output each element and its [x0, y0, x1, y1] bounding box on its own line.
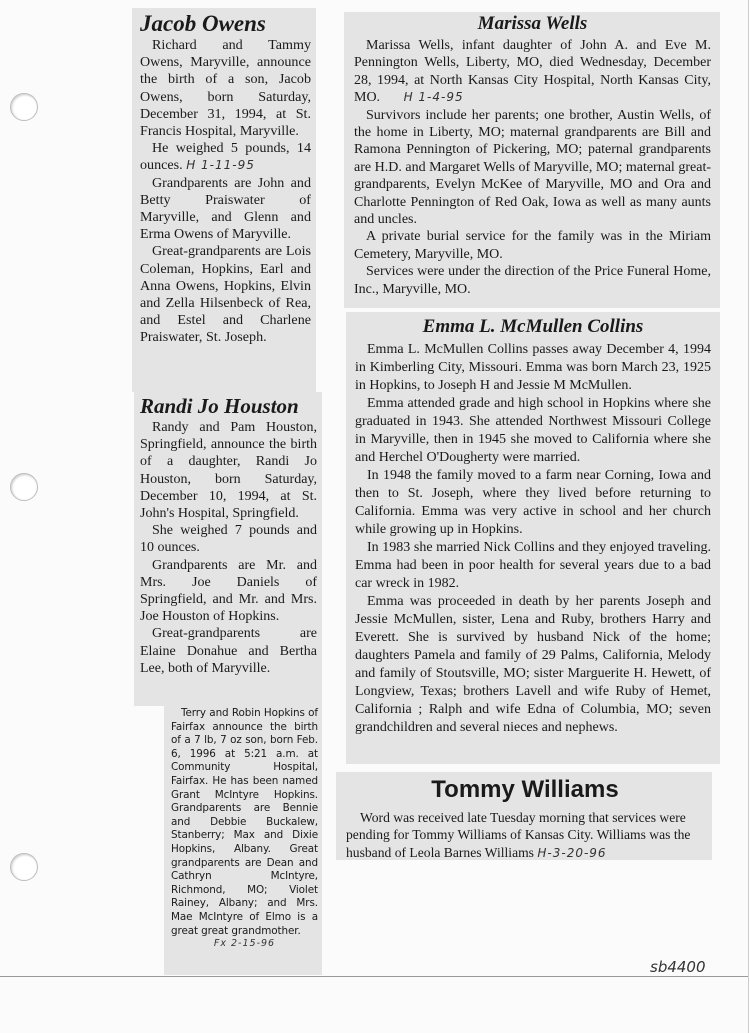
paragraph: Emma L. McMullen Collins passes away December 4, 1994 in Kimberling City, Missouri. Emma was born March 23, 1925 in Hopkins, to Joseph H and Jessie M McMullen. [355, 342, 711, 393]
paragraph: Great-grandparents are Lois Coleman, Hopkins, Earl and Anna Owens, Hopkins, Elvin and Zella Hilsenbeck of Rea, and Estel and Charlene Praiswater, St. Joseph. [140, 243, 311, 346]
handwritten-date-note: H 1-11-95 [186, 158, 255, 173]
handwritten-date-note: H 1-4-95 [403, 90, 464, 105]
paragraph: A private burial service for the family was in the Miriam Cemetery, Maryville, MO. [354, 229, 711, 262]
page-reference-number: sb4400 [650, 958, 706, 976]
clipping-marissa-wells [344, 12, 720, 308]
clipping-randi-jo-houston [134, 392, 322, 706]
paragraph: Randy and Pam Houston, Springfield, announce the birth of a daughter, Randi Jo Houston, born Saturday, December 10, 1994, at St. John's Hospital, Springfield. [140, 420, 317, 522]
paragraph: He weighed 5 pounds, 14 ounces. H 1-11-95 [140, 140, 311, 174]
paragraph: Marissa Wells, infant daughter of John A. and Eve M. Pennington Wells, Liberty, MO, died Wednesday, December 28, 1994, at North Kansas City Hospital, North Kansas City, MO. H 1-4-95 [354, 38, 711, 106]
clipping-tommy-williams [336, 772, 712, 860]
binder-hole-bottom [10, 853, 38, 881]
paragraph: In 1948 the family moved to a farm near Corning, Iowa and then to St. Joseph, where they lived before returning to California. Emma was very active in school and her church while growing up in Hopkins. [355, 468, 711, 537]
handwritten-date-note: H-3-20-96 [537, 845, 607, 860]
paragraph: Emma was proceeded in death by her parents Joseph and Jessie McMullen, sister, Lena and Ruby, brothers Harry and Everett. She is survived by husband Nick of the home; daughters Pamela and family of 29 Palms, California, Melody and family of Stoutsville, MO; sister Marguerite H. Hewett, of Longview, Texas; brothers Lavell and wife Ruby of Hemet, California ; Ralph and wife Edna of Columbia, MO; seven grandchildren and several nieces and nephews. [355, 594, 711, 735]
paragraph: In 1983 she married Nick Collins and they enjoyed traveling. Emma had been in poor health for several years due to a bad car wreck in 1982. [355, 540, 711, 591]
clipping-jacob-owens [132, 8, 316, 392]
clipping-emma-collins [346, 312, 720, 764]
paragraph: Richard and Tammy Owens, Maryville, announce the birth of a son, Jacob Owens, born Saturday, December 31, 1994, at St. Francis Hospital, Maryville. [140, 37, 311, 140]
paragraph: Grandparents are John and Betty Praiswater of Maryville, and Glenn and Erma Owens of Maryville. [140, 174, 311, 243]
clipping-title: Randi Jo Houston [140, 394, 299, 418]
binder-hole-top [10, 93, 38, 121]
clipping-title: Marissa Wells [477, 13, 588, 34]
paragraph: Services were under the direction of the Price Funeral Home, Inc., Maryville, MO. [354, 264, 711, 297]
paragraph: Great-grandparents are Elaine Donahue and Bertha Lee, both of Maryville. [140, 626, 317, 676]
page-bottom-edge [0, 976, 748, 977]
clipping-grant-hopkins [164, 706, 322, 975]
paragraph: She weighed 7 pounds and 10 ounces. [140, 523, 317, 556]
binder-hole-middle [10, 473, 38, 501]
paragraph: Grandparents are Mr. and Mrs. Joe Daniels of Springfield, and Mr. and Mrs. Joe Houston of Hopkins. [140, 557, 317, 625]
clipping-title: Emma L. McMullen Collins [422, 316, 644, 337]
paragraph: Emma attended grade and high school in Hopkins where she graduated in 1943. She attended Northwest Missouri College in Maryville, then in 1945 she moved to California where she and Herchel O'Dougherty were married. [355, 396, 711, 465]
handwritten-date-note: Fx 2-15-96 [213, 938, 276, 950]
clipping-title: Tommy Williams [431, 776, 619, 803]
paragraph: Word was received late Tuesday morning that services were pending for Tommy Williams of Kansas City. Williams was the husband of Leola Barnes Williams H-3-20-96 [346, 810, 691, 860]
paragraph: Terry and Robin Hopkins of Fairfax announce the birth of a 7 lb, 7 oz son, born Feb. 6, 1996 at 5:21 a.m. at Community Hospital, Fairfax. He has been named Grant McIntyre Hopkins. Grandparents are Bennie and Debbie Buckalew, Stanberry; Max and Dixie Hopkins, Albany. Great grandparents are Dean and Cathryn McIntyre, Richmond, MO; Violet Rainey, Albany; and Mrs. Mae McIntyre of Elmo is a great great grandmother. [171, 707, 318, 937]
clipping-title: Jacob Owens [140, 11, 266, 36]
paragraph: Survivors include her parents; one brother, Austin Wells, of the home in Liberty, MO; maternal grandparents are Bill and Ramona Pennington of Pickering, MO; paternal grandparents are H.D. and Margaret Wells of Maryville, MO; maternal great-grandparents, Evelyn McKee of Maryville, MO and Ora and Charlotte Pennington of Red Oak, Iowa as well as many aunts and uncles. [354, 107, 711, 228]
